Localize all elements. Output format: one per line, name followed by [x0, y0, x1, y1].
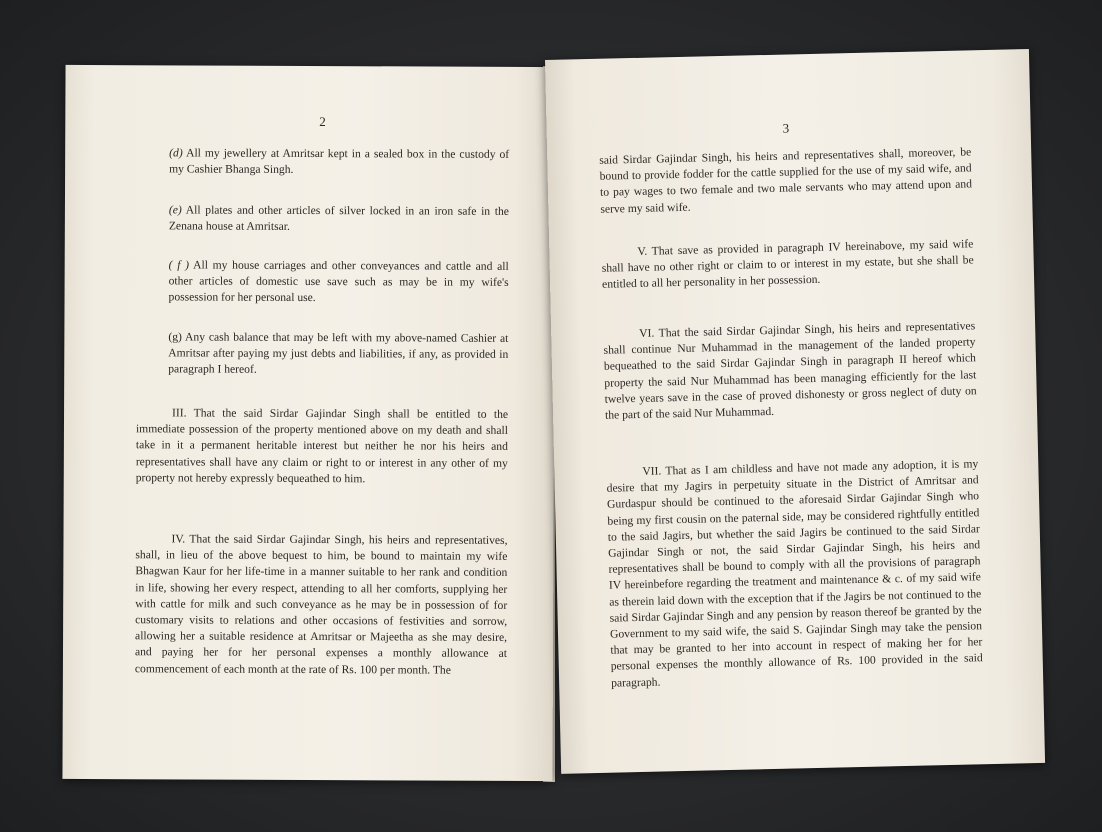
paragraph-iii: III. That the said Sirdar Gajindar Singh shall be entitled to the immediate possession of the property mentioned above on my death and shall take in it a permanent heritable interest but neither he nor his heirs and representatives shall have any claim or right to or interest in any other of my property not hereby expressly bequeathed to him. — [135, 406, 509, 486]
page-number-right: 3 — [782, 120, 790, 136]
paragraph-vii: VII. That as I am childless and have not made any adoption, it is my desire that my Jagirs in perpetuity situate in the District of Amritsar and Gurdaspur should be continued to the aforesaid Sirdar Gajindar Singh who being my first cousin on the paternal side, may be considered rightfully entitled to the said Jagirs, but whether the said Jagirs be continued to the said Sirdar Gajindar Singh or not, the said Sirdar Gajindar Singh, his heirs and representatives shall be bound to comply with all the provisions of paragraph IV hereinbefore regarding the treatment and maintenance & c. of my said wife as therein laid down with the exception that if the Jagirs be not continued to the said Sirdar Gajindar Singh and any pension by reason thereof be granted by the Government to my said wife, the said S. Gajindar Singh may take the pension that may be granted to her into account in respect of making her for her personal expenses the monthly allowance of Rs. 100 provided in the said paragraph. — [606, 457, 983, 690]
right-page — [545, 49, 1045, 774]
list-item-d — [169, 145, 509, 179]
item-label-g: (g) — [168, 330, 182, 344]
item-text-g: Any cash balance that may be left with my above-named Cashier at Amritsar after paying my just debts and liabilities, if any, as provided in paragraph I hereof. — [168, 330, 509, 377]
item-text-d: All my jewellery at Amritsar kept in a sealed box in the custody of my Cashier Bhanga Singh. — [169, 146, 510, 177]
item-label-d: (d) — [169, 146, 183, 160]
item-label-f: ( f ) — [168, 258, 190, 272]
item-text-e: All plates and other articles of silver locked in an iron safe in the Zenana house at Amritsar. — [168, 203, 509, 234]
item-label-e: (e) — [168, 203, 182, 217]
page-number-left: 2 — [319, 114, 327, 130]
paragraph-iv: IV. That the said Sirdar Gajindar Singh, his heirs and representatives, shall, in lieu of the above bequest to him, be bound to maintain my wife Bhagwan Kaur for her life-time in a manner suitable to her rank and condition in life, showing her every respect, attending to all her comforts, supplying her with cattle for milk and such conveyance as he may be in possession of for customary visits to relations and other occasions of festivities and sorrow, allowing her a suitable residence at Amritsar or Majeetha as she may desire, and paying her for her personal expenses a monthly allowance at commencement of each month at the rate of Rs. 100 per month. The — [134, 532, 508, 677]
list-item-g — [168, 329, 508, 379]
paragraph-iv-continuation: said Sirdar Gajindar Singh, his heirs and representatives shall, moreover, be bound to provide fodder for the cattle supplied for the use of my said wife, and to pay wages to two female and two male servants who may attend upon and serve my said wife. — [599, 145, 973, 216]
item-text-f: All my house carriages and other conveyances and cattle and all other articles of domestic use save such as may be in my wife's possession for her personal use. — [168, 258, 509, 305]
left-page — [62, 65, 555, 781]
paragraph-vi: VI. That the said Sirdar Gajindar Singh, his heirs and representatives shall continue Nur Muhammad in the management of the landed property bequeathed to the said Sirdar Gajindar Singh in paragraph II hereof which property the said Nur Muhammad has been managing efficiently for the last twelve years save in the case of proved dishonesty or gross neglect of duty on the part of the said Nur Muhammad. — [603, 319, 977, 422]
list-item-e — [169, 202, 509, 236]
list-item-f — [169, 257, 509, 307]
paragraph-v: V. That save as provided in paragraph IV hereinabove, my said wife shall have no other right or claim to or interest in my estate, but she shall be entitled to all her personality in her possession. — [601, 237, 974, 292]
